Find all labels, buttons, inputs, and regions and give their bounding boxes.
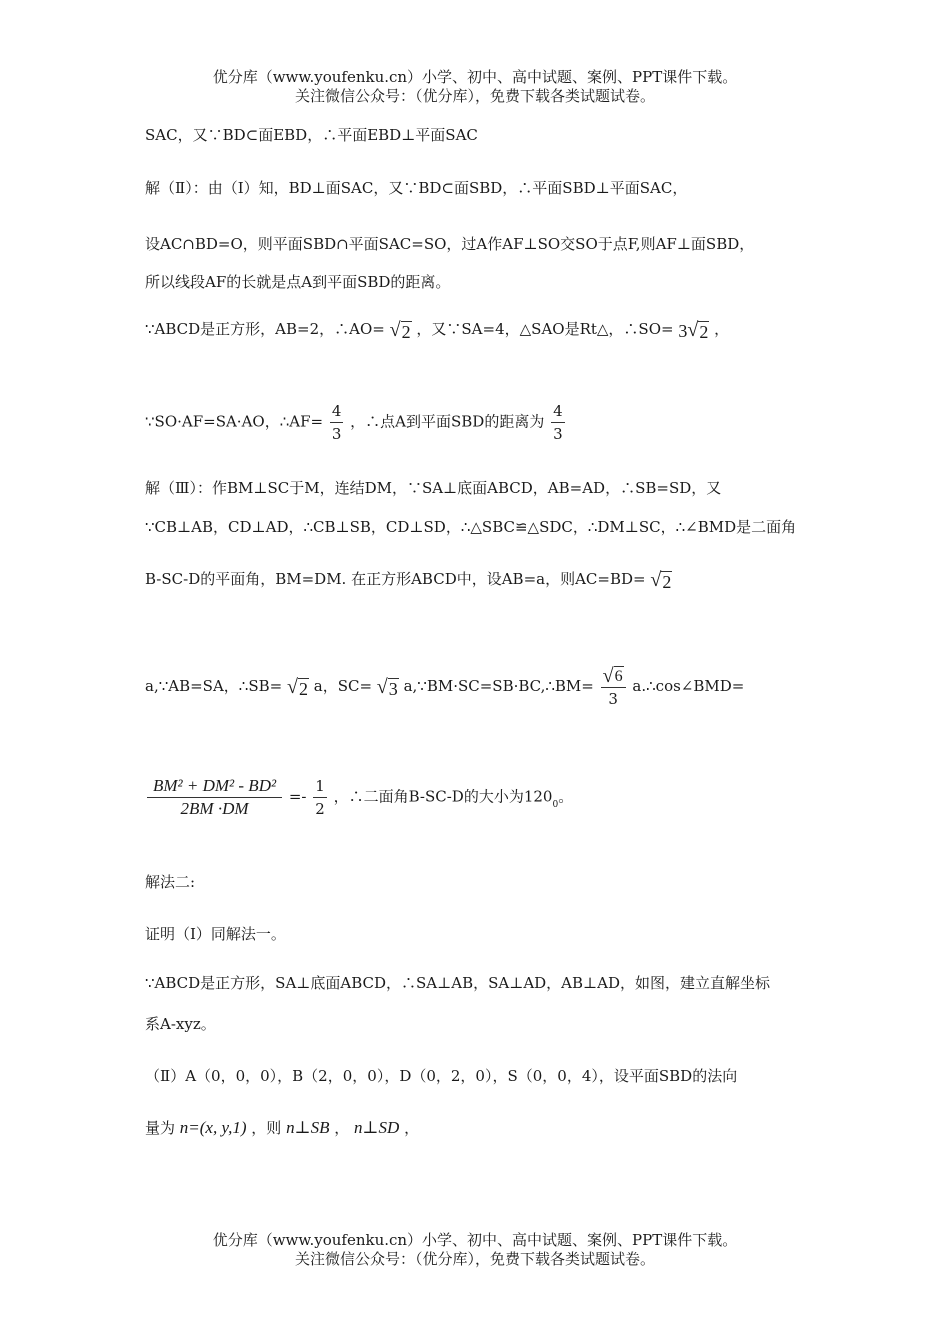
footer-line-2: 关注微信公众号：（优分库），免费下载各类试题试卷。 bbox=[294, 1250, 655, 1268]
text-line: 解（Ⅱ）：由（Ⅰ）知，BD⊥面SAC，又∵BD⊂面SBD，∴平面SBD⊥平面SAC， bbox=[145, 179, 688, 197]
header-line-1: 优分库（www.youfenku.cn）小学、初中、高中试题、案例、PPT课件下载。 bbox=[212, 68, 738, 86]
text-line: （Ⅱ）A（0，0，0），B（2，0，0），D（0，2，0），S（0，0，4），设平面SBD的法向 bbox=[145, 1067, 738, 1085]
text-line: 解（Ⅲ）：作BM⊥SC于M，连结DM，∵SA⊥底面ABCD，AB=AD，∴SB=SD，又 bbox=[145, 479, 722, 497]
text-line: 量为 n=(x, y,1) ，则 n⊥SB ， n⊥SD ， bbox=[145, 1118, 420, 1137]
sqrt-expression: √ 3 bbox=[376, 675, 398, 699]
fraction: $\frac{4}{3}$ bbox=[331, 402, 342, 443]
fraction: $\frac{1}{2}$ bbox=[315, 777, 325, 818]
sqrt-expression: √ 2 bbox=[286, 675, 308, 699]
footer-line-1: 优分库（www.youfenku.cn）小学、初中、高中试题、案例、PPT课件下载。 bbox=[212, 1231, 738, 1249]
text-line: SAC，又∵BD⊂面EBD，∴平面EBD⊥平面SAC bbox=[145, 126, 478, 144]
text-line: 系A-xyz。 bbox=[145, 1015, 216, 1033]
fraction: $\frac{4}{3}$ bbox=[553, 402, 563, 443]
sqrt-expression: √ 2 bbox=[389, 318, 411, 342]
text-line: ∵ABCD是正方形，AB=2，∴AO= √ 2 ，又∵SA=4，△SAO是Rt△，∴SO= 3 √ 2 ， bbox=[145, 318, 730, 342]
text-line: ∵ABCD是正方形，SA⊥底面ABCD，∴SA⊥AB，SA⊥AD，AB⊥AD，如图，建立直解坐标 bbox=[145, 974, 770, 992]
fraction: √ 6 3 bbox=[601, 664, 626, 710]
text-line: 解法二: bbox=[145, 873, 196, 891]
text-line: 所以线段AF的长就是点A到平面SBD的距离。 bbox=[145, 273, 451, 291]
text-line: 设AC∩BD=O，则平面SBD∩平面SAC=SO，过A作AF⊥SO交SO于点F,则AF⊥面SBD， bbox=[145, 235, 755, 253]
text-line: 证明（Ⅰ）同解法一。 bbox=[145, 925, 286, 943]
text-line: B-SC-D的平面角，BM=DM. 在正方形ABCD中，设AB=a，则AC=BD= √ 2 bbox=[145, 568, 672, 592]
text-line: $\frac{\text{BM² + DM² - BD²}}{2BM \cdot DM}$ =- $\frac{1}{2}$ ，∴二面角B-SC-D的大小为$120_0$。 bbox=[145, 775, 573, 820]
text-line: a,∵AB=SA，∴SB= √ 2 a，SC= √ 3 a,∵BM·SC=SB·BC,∴BM= √ 6 3 a.∴cos∠BMD= bbox=[145, 665, 745, 708]
header-line-2: 关注微信公众号：（优分库），免费下载各类试题试卷。 bbox=[294, 87, 655, 105]
cosine-fraction: $\frac{\text{BM² + DM² - BD²}}{2BM \cdot DM}$ bbox=[147, 775, 282, 820]
sqrt-expression: √ 2 bbox=[650, 568, 672, 592]
sqrt-expression: 3 √ 2 bbox=[678, 318, 709, 342]
text-line: ∵SO·AF=SA·AO，∴AF= $\frac{4}{3}$ ，∴点A到平面SBD的距离为 $\frac{4}{3}$ bbox=[145, 402, 563, 443]
text-line: ∵CB⊥AB，CD⊥AD，∴CB⊥SB，CD⊥SD，∴△SBC≌△SDC，∴DM⊥SC，∴∠BMD是二面角 bbox=[145, 518, 797, 536]
